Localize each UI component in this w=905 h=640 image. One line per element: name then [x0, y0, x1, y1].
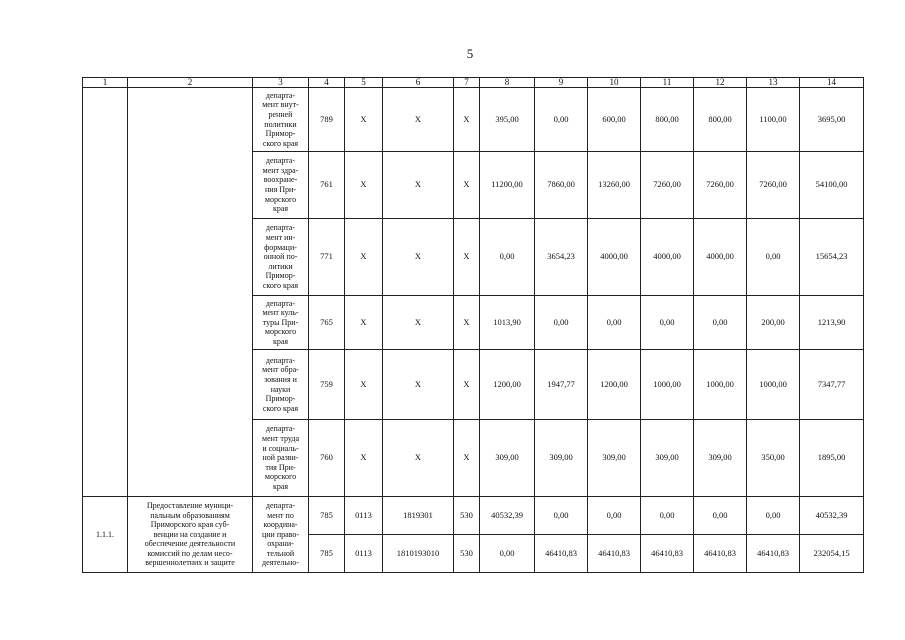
value-cell: Х — [383, 296, 454, 350]
value-cell: 1895,00 — [800, 420, 864, 497]
value-cell: 800,00 — [694, 88, 747, 152]
value-cell: 0,00 — [535, 497, 588, 535]
executor-cell: департа- мент куль- туры При- морского края — [253, 296, 309, 350]
value-cell: Х — [383, 350, 454, 420]
value-cell: 46410,83 — [588, 535, 641, 573]
value-cell: 1200,00 — [480, 350, 535, 420]
value-cell: 1013,90 — [480, 296, 535, 350]
header-cell: 1 — [83, 78, 128, 88]
value-cell: 11200,00 — [480, 152, 535, 219]
value-cell: Х — [454, 152, 480, 219]
value-cell: 1810193010 — [383, 535, 454, 573]
value-cell: 4000,00 — [588, 219, 641, 296]
value-cell: 0,00 — [588, 296, 641, 350]
value-cell: 0,00 — [641, 296, 694, 350]
value-cell: Х — [345, 296, 383, 350]
value-cell: 0,00 — [641, 497, 694, 535]
value-cell: 232054,15 — [800, 535, 864, 573]
value-cell: 7260,00 — [747, 152, 800, 219]
value-cell: 7260,00 — [641, 152, 694, 219]
header-row — [83, 78, 864, 88]
executor-cell: департа- мент внут- ренней политики Примор- ского края — [253, 88, 309, 152]
value-cell: 1947,77 — [535, 350, 588, 420]
executor-cell: департа- мент здра- воохране- ния При- морского края — [253, 152, 309, 219]
value-cell: 309,00 — [641, 420, 694, 497]
value-cell: 46410,83 — [694, 535, 747, 573]
value-cell: 600,00 — [588, 88, 641, 152]
value-cell: 46410,83 — [535, 535, 588, 573]
value-cell: Х — [345, 152, 383, 219]
header-cell: 10 — [588, 78, 641, 88]
value-cell: 3695,00 — [800, 88, 864, 152]
value-cell: 40532,39 — [480, 497, 535, 535]
value-cell: Х — [345, 219, 383, 296]
value-cell: 0,00 — [480, 535, 535, 573]
value-cell: 309,00 — [694, 420, 747, 497]
empty-number-cell — [83, 88, 128, 497]
header-cell: 13 — [747, 78, 800, 88]
value-cell: 7860,00 — [535, 152, 588, 219]
table-row — [83, 88, 864, 152]
item-description: Предоставление муници- пальным образованиям Приморского края суб- венции на создание и обеспечение деятельности комиссий по делам несо- вершеннолетних и защите — [128, 497, 253, 573]
value-cell: 771 — [309, 219, 345, 296]
value-cell: 46410,83 — [747, 535, 800, 573]
value-cell: 0,00 — [480, 219, 535, 296]
value-cell: 759 — [309, 350, 345, 420]
header-cell: 2 — [128, 78, 253, 88]
value-cell: Х — [383, 219, 454, 296]
header-cell: 9 — [535, 78, 588, 88]
value-cell: 1819301 — [383, 497, 454, 535]
header-cell: 8 — [480, 78, 535, 88]
value-cell: 761 — [309, 152, 345, 219]
value-cell: 0,00 — [747, 219, 800, 296]
budget-table — [82, 77, 864, 573]
value-cell: 0,00 — [694, 296, 747, 350]
value-cell: Х — [454, 350, 480, 420]
table-row — [83, 497, 864, 535]
value-cell: 800,00 — [641, 88, 694, 152]
value-cell: 1213,90 — [800, 296, 864, 350]
value-cell: 15654,23 — [800, 219, 864, 296]
value-cell: 200,00 — [747, 296, 800, 350]
value-cell: 0,00 — [747, 497, 800, 535]
value-cell: 309,00 — [535, 420, 588, 497]
header-cell: 5 — [345, 78, 383, 88]
value-cell: Х — [454, 219, 480, 296]
value-cell: 13260,00 — [588, 152, 641, 219]
value-cell: Х — [454, 420, 480, 497]
value-cell: 785 — [309, 497, 345, 535]
value-cell: 309,00 — [588, 420, 641, 497]
value-cell: 1000,00 — [747, 350, 800, 420]
header-cell: 6 — [383, 78, 454, 88]
page-number: 5 — [466, 46, 474, 61]
value-cell: 7260,00 — [694, 152, 747, 219]
value-cell: Х — [345, 420, 383, 497]
value-cell: Х — [345, 350, 383, 420]
executor-cell: департа- мент труда и социаль- ной разви- тия При- морского края — [253, 420, 309, 497]
value-cell: 789 — [309, 88, 345, 152]
value-cell: Х — [454, 296, 480, 350]
value-cell: 0,00 — [694, 497, 747, 535]
value-cell: Х — [383, 420, 454, 497]
value-cell: 7347,77 — [800, 350, 864, 420]
value-cell: 785 — [309, 535, 345, 573]
value-cell: 309,00 — [480, 420, 535, 497]
value-cell: 1000,00 — [641, 350, 694, 420]
item-number: 1.1.1. — [83, 497, 128, 573]
value-cell: 4000,00 — [641, 219, 694, 296]
value-cell: 350,00 — [747, 420, 800, 497]
value-cell: 0113 — [345, 497, 383, 535]
header-cell: 4 — [309, 78, 345, 88]
value-cell: Х — [345, 88, 383, 152]
value-cell: Х — [454, 88, 480, 152]
value-cell: 530 — [454, 497, 480, 535]
header-cell: 14 — [800, 78, 864, 88]
header-cell: 7 — [454, 78, 480, 88]
executor-cell: департа- мент ин- формаци- онной по- литики Примор- ского края — [253, 219, 309, 296]
empty-description-cell — [128, 88, 253, 497]
value-cell: 0,00 — [535, 88, 588, 152]
header-cell: 12 — [694, 78, 747, 88]
value-cell: 395,00 — [480, 88, 535, 152]
value-cell: 46410,83 — [641, 535, 694, 573]
value-cell: 530 — [454, 535, 480, 573]
value-cell: 54100,00 — [800, 152, 864, 219]
value-cell: Х — [383, 88, 454, 152]
header-cell: 11 — [641, 78, 694, 88]
value-cell: 0,00 — [535, 296, 588, 350]
value-cell: 0113 — [345, 535, 383, 573]
value-cell: Х — [383, 152, 454, 219]
value-cell: 0,00 — [588, 497, 641, 535]
value-cell: 3654,23 — [535, 219, 588, 296]
value-cell: 1200,00 — [588, 350, 641, 420]
header-cell: 3 — [253, 78, 309, 88]
value-cell: 760 — [309, 420, 345, 497]
value-cell: 765 — [309, 296, 345, 350]
value-cell: 40532,39 — [800, 497, 864, 535]
executor-cell: департа- мент обра- зования и науки Примор- ского края — [253, 350, 309, 420]
value-cell: 1000,00 — [694, 350, 747, 420]
executor-cell: департа- мент по координа- ции право- охрани- тельной деятельно- — [253, 497, 309, 573]
value-cell: 1100,00 — [747, 88, 800, 152]
value-cell: 4000,00 — [694, 219, 747, 296]
